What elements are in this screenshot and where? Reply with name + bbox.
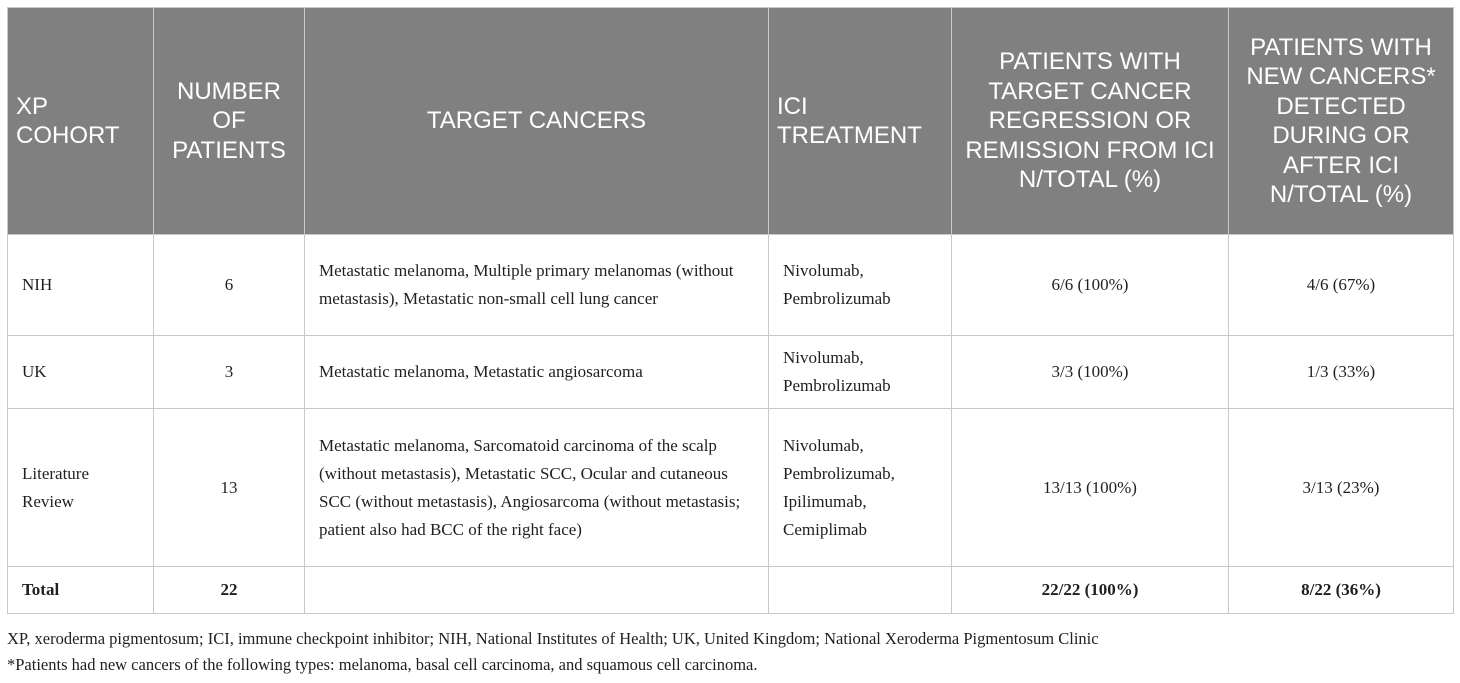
treatment-item: Ipilimumab, xyxy=(783,491,867,511)
treatment-item: Pembrolizumab xyxy=(783,376,891,395)
footnote-new-cancer-types: *Patients had new cancers of the following types: melanoma, basal cell carcinoma, and squamous cell carcinoma. xyxy=(7,655,758,674)
total-number: 22 xyxy=(154,567,305,614)
header-regression: PATIENTS WITH TARGET CANCER REGRESSION OR REMISSION FROM ICI N/TOTAL (%) xyxy=(952,8,1229,235)
table-row xyxy=(8,336,1454,409)
table-row xyxy=(8,235,1454,336)
header-number-of-patients: NUMBER OF PATIENTS xyxy=(154,8,305,235)
cohort-cell: NIH xyxy=(8,235,154,336)
treatment-item: Pembrolizumab, xyxy=(783,463,895,483)
treatment-cell xyxy=(769,409,952,567)
target-cancers-cell: Metastatic melanoma, Metastatic angiosarcoma xyxy=(305,336,769,409)
treatment-item: Pembrolizumab xyxy=(783,289,891,308)
new-cancers-cell: 1/3 (33%) xyxy=(1229,336,1454,409)
target-cancers-cell: Metastatic melanoma, Multiple primary melanomas (without metastasis), Metastatic non-small cell lung cancer xyxy=(305,235,769,336)
header-ici-treatment: ICI TREATMENT xyxy=(769,8,952,235)
regression-cell: 3/3 (100%) xyxy=(952,336,1229,409)
number-cell: 13 xyxy=(154,409,305,567)
treatment-item: Nivolumab, xyxy=(783,435,864,455)
cohort-cell: Literature Review xyxy=(8,409,154,567)
header-target-cancers: TARGET CANCERS xyxy=(305,8,769,235)
treatment-item: Nivolumab, xyxy=(783,261,864,280)
total-row xyxy=(8,567,1454,614)
total-regression: 22/22 (100%) xyxy=(952,567,1229,614)
header-row xyxy=(8,8,1454,235)
total-label: Total xyxy=(8,567,154,614)
total-new-cancers: 8/22 (36%) xyxy=(1229,567,1454,614)
regression-cell: 6/6 (100%) xyxy=(952,235,1229,336)
total-target-cancers-empty xyxy=(305,567,769,614)
header-xp-cohort: XP COHORT xyxy=(8,8,154,235)
regression-cell: 13/13 (100%) xyxy=(952,409,1229,567)
treatment-item: Cemiplimab xyxy=(783,519,868,539)
treatment-cell xyxy=(769,336,952,409)
footnote-abbreviations: XP, xeroderma pigmentosum; ICI, immune checkpoint inhibitor; NIH, National Institutes of Health; UK, United Kingdom; National Xeroderma Pigmentosum Clinic xyxy=(7,629,1099,648)
new-cancers-cell: 3/13 (23%) xyxy=(1229,409,1454,567)
xp-cohort-table xyxy=(7,7,1454,614)
number-cell: 6 xyxy=(154,235,305,336)
treatment-item: Nivolumab, xyxy=(783,348,864,367)
target-cancers-cell: Metastatic melanoma, Sarcomatoid carcinoma of the scalp (without metastasis), Metastatic SCC, Ocular and cutaneous SCC (without metastasis), Angiosarcoma (without metastasis; patient also had BCC of the right face) xyxy=(305,409,769,567)
table-row xyxy=(8,409,1454,567)
table-footnotes xyxy=(7,626,1453,678)
number-cell: 3 xyxy=(154,336,305,409)
cohort-cell: UK xyxy=(8,336,154,409)
header-new-cancers: PATIENTS WITH NEW CANCERS* DETECTED DURING OR AFTER ICI N/TOTAL (%) xyxy=(1229,8,1454,235)
new-cancers-cell: 4/6 (67%) xyxy=(1229,235,1454,336)
treatment-cell xyxy=(769,235,952,336)
total-treatment-empty xyxy=(769,567,952,614)
